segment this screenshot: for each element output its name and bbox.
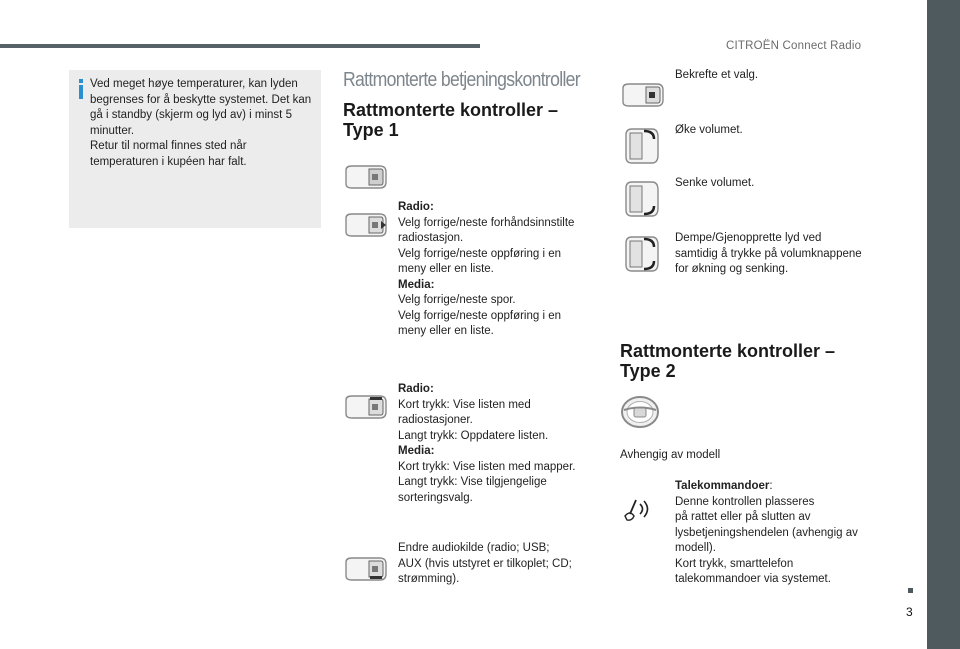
voice-command-text: Talekommandoer: Denne kontrollen plasseres på rattet eller på slutten av lysbetjeningshendelen (avhengig av modell). Kort trykk, smarttelefon talekommandoer via systemet. [675,480,858,585]
confirm-control-icon [620,82,666,108]
right-item-4: Dempe/Gjenopprette lyd ved samtidig å trykke på volumknappene for økning og senking. [675,232,862,275]
steering-control-press-icon [343,394,389,420]
voice-command-icon [622,496,658,522]
header-rule [0,44,480,48]
right-item-2: Øke volumet. [675,124,743,136]
page-edge-strip [927,0,960,649]
info-icon [77,79,85,101]
brand-title: CITROËN Connect Radio [726,40,862,52]
volume-down-control-icon [620,178,662,220]
section-title: Rattmonterte betjeningskontroller [343,68,580,91]
steering-control-side-icon [343,212,389,238]
page-number: 3 [906,605,913,619]
right-item-3: Senke volumet. [675,177,755,189]
type1-item-2: Radio: Kort trykk: Vise listen med radiostasjoner. Langt trykk: Oppdatere listen. Media: Kort trykk: Vise listen med mapper. Langt trykk: Vise tilgjengelige sorteringsvalg. [398,383,576,504]
type1-item-3: Endre audiokilde (radio; USB; AUX (hvis utstyret er tilkoplet; CD; strømming). [398,542,572,585]
mute-control-icon [620,233,662,275]
type1-item-1: Radio: Velg forrige/neste forhåndsinnstilte radiostasjon. Velg forrige/neste oppføring i en meny eller en liste. Media: Velg forrige/neste spor. Velg forrige/neste oppføring i en meny eller en liste. [398,201,575,337]
page-marker [908,588,913,593]
type1-heading: Rattmonterte kontroller – Type 1 [343,100,559,140]
steering-control-top-icon [343,164,389,190]
info-text: Ved meget høye temperaturer, kan lyden begrenses for å beskytte systemet. Det kan gå i standby (skjerm og lyd av) i minst 5 minutter. Retur til normal finnes sted når temperaturen i kupéen har falt. [90,78,312,168]
volume-up-control-icon [620,125,662,167]
type2-heading: Rattmonterte kontroller – Type 2 [620,341,836,381]
steering-control-source-icon [343,556,389,582]
right-item-1: Bekrefte et valg. [675,69,759,81]
steering-wheel-icon [620,395,660,429]
info-box [69,70,321,228]
type2-depends-text: Avhengig av modell [620,449,721,461]
